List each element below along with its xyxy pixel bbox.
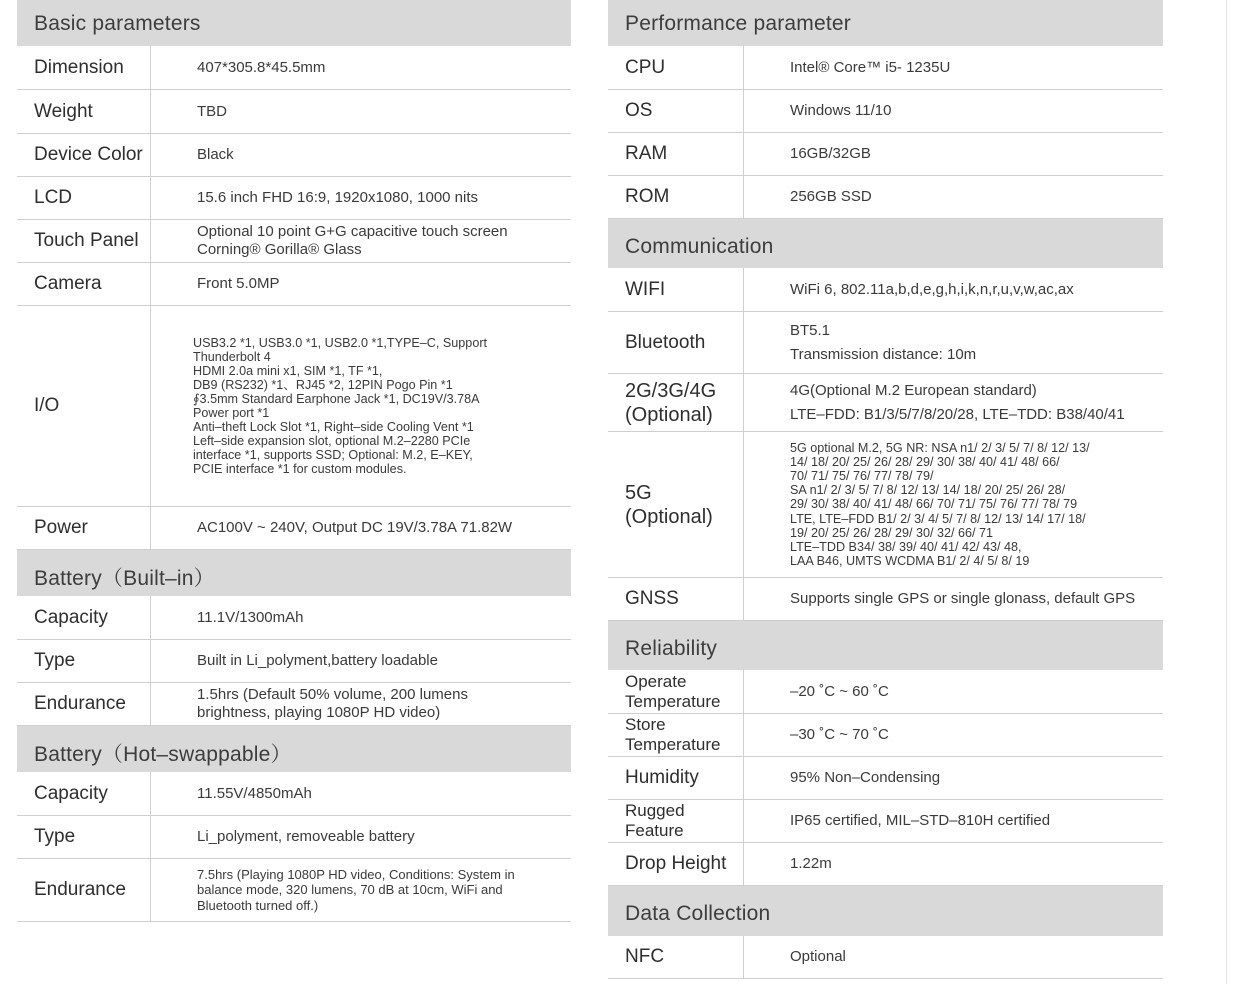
spec-value [744, 312, 1163, 373]
spec-row-operate-temperature [608, 670, 1163, 714]
spec-value-line: 4G(Optional M.2 European standard) [790, 382, 1037, 400]
spec-label-line: (Optional) [625, 505, 713, 528]
spec-value-line: 95% Non–Condensing [790, 769, 941, 786]
spec-row-camera [17, 263, 571, 306]
spec-value-line: HDMI 2.0a mini x1, SIM *1, TF *1, [193, 363, 383, 378]
spec-row-device-color [17, 134, 571, 177]
data-collection-rows [608, 936, 1163, 979]
spec-value-line: LAA B46, UMTS WCDMA B1/ 2/ 4/ 5/ 8/ 19 [790, 553, 1030, 568]
basic-rows [17, 46, 571, 550]
spec-label-line: 5G [625, 481, 652, 504]
spec-value-line: Anti–theft Lock Slot *1, Right–side Cooling Vent *1 [193, 420, 474, 435]
spec-row-i-o [17, 306, 571, 507]
spec-value-line: Built in Li_polyment,battery loadable [197, 652, 438, 669]
spec-label [608, 714, 744, 756]
spec-value [744, 46, 1163, 89]
spec-value-line: ∮3.5mm Standard Earphone Jack *1, DC19V/3.78A [193, 391, 480, 406]
spec-value-line: 15.6 inch FHD 16:9, 1920x1080, 1000 nits [197, 189, 479, 206]
spec-value-line: AC100V ~ 240V, Output DC 19V/3.78A 71.82W [197, 519, 513, 536]
spec-value-line: 11.55V/4850mAh [197, 784, 312, 802]
spec-row-capacity [17, 596, 571, 640]
spec-row-type [17, 816, 571, 859]
spec-label-line: Rugged [625, 801, 685, 821]
spec-label: Camera [17, 263, 151, 305]
spec-value-line: 29/ 30/ 38/ 40/ 41/ 48/ 66/ 70/ 71/ 75/ 76/ 77/ 78/ 79 [790, 497, 1078, 512]
spec-value [151, 46, 571, 89]
spec-value-line: interface *1, supports SSD; Optional: M.2, E–KEY, [193, 448, 473, 463]
spec-row-rom [608, 176, 1163, 219]
performance-rows [608, 46, 1163, 219]
spec-label: NFC [608, 936, 744, 978]
spec-value [744, 714, 1163, 756]
spec-row-cpu [608, 46, 1163, 90]
spec-label: ROM [608, 176, 744, 218]
spec-row-touch-panel [17, 220, 571, 263]
page-edge-divider [1226, 0, 1227, 984]
spec-value [151, 177, 571, 219]
spec-label: Humidity [608, 757, 744, 799]
spec-value-line: Black [197, 146, 234, 163]
spec-label: CPU [608, 46, 744, 89]
spec-value-line: Corning® Gorilla® Glass [197, 241, 362, 258]
spec-value [151, 859, 571, 921]
battery-builtin-rows [17, 596, 571, 726]
spec-row-os [608, 90, 1163, 133]
spec-label: LCD [17, 177, 151, 219]
section-header-basic: Basic parameters [17, 0, 571, 46]
battery-hot-rows [17, 772, 571, 922]
spec-row-bluetooth [608, 312, 1163, 374]
spec-row-rugged-feature [608, 800, 1163, 843]
communication-rows [608, 268, 1163, 621]
spec-value [744, 374, 1163, 431]
spec-label [608, 800, 744, 842]
spec-value-line: Windows 11/10 [790, 102, 892, 119]
spec-value-line: Transmission distance: 10m [790, 345, 977, 363]
spec-row-lcd [17, 177, 571, 220]
spec-value-line: USB3.2 *1, USB3.0 *1, USB2.0 *1,TYPE–C, Support [193, 335, 488, 350]
spec-row-power [17, 507, 571, 550]
spec-value [744, 176, 1163, 218]
spec-row-capacity [17, 772, 571, 816]
spec-label: I/O [17, 306, 151, 506]
spec-row-wifi [608, 268, 1163, 312]
spec-label-line: Operate [625, 671, 687, 691]
spec-value-line: TBD [197, 102, 227, 120]
spec-label: Bluetooth [608, 312, 744, 373]
section-header-reliability: Reliability [608, 621, 1163, 670]
spec-label: Type [17, 640, 151, 682]
spec-value-line: Bluetooth turned off.) [197, 897, 319, 913]
spec-label: GNSS [608, 578, 744, 620]
spec-value-line: Optional [790, 948, 846, 965]
spec-value [151, 263, 571, 305]
section-header-performance: Performance parameter [608, 0, 1163, 46]
spec-label: Device Color [17, 134, 151, 176]
spec-value-line: SA n1/ 2/ 3/ 5/ 7/ 8/ 12/ 13/ 14/ 18/ 20/ 25/ 26/ 28/ [790, 483, 1066, 498]
spec-label: Power [17, 507, 151, 549]
spec-row-dimension [17, 46, 571, 90]
spec-value-line: 11.1V/1300mAh [197, 608, 304, 626]
spec-value [744, 578, 1163, 620]
section-header-battery-builtin: Battery（Built–in） [17, 550, 571, 596]
spec-value [151, 306, 571, 506]
spec-value [744, 670, 1163, 713]
spec-row-type [17, 640, 571, 683]
spec-value-line: Thunderbolt 4 [193, 349, 271, 364]
spec-label: Capacity [17, 596, 151, 639]
spec-label: Type [17, 816, 151, 858]
spec-label-line: (Optional) [625, 403, 713, 426]
spec-value [151, 683, 571, 725]
spec-value-line: 70/ 71/ 75/ 76/ 77/ 78/ 79/ [790, 469, 934, 484]
spec-row-gnss [608, 578, 1163, 621]
spec-value [151, 772, 571, 815]
spec-value [744, 90, 1163, 132]
spec-value-line: 14/ 18/ 20/ 25/ 26/ 28/ 29/ 30/ 38/ 40/ 41/ 48/ 66/ [790, 455, 1060, 470]
spec-value [744, 936, 1163, 978]
spec-label-line: Feature [625, 821, 684, 840]
spec-row-nfc [608, 936, 1163, 979]
spec-value-line: 1.5hrs (Default 50% volume, 200 lumens [197, 686, 468, 703]
spec-value-line: Front 5.0MP [197, 275, 280, 292]
spec-value-line: –30 ˚C ~ 70 ˚C [790, 726, 889, 743]
spec-value-line: 7.5hrs (Playing 1080P HD video, Conditions: System in [197, 866, 515, 882]
spec-value [151, 134, 571, 176]
spec-label-line: Store [625, 715, 666, 735]
spec-row-store-temperature [608, 714, 1163, 757]
spec-value [744, 133, 1163, 175]
spec-row-2g-3g-4g-optional [608, 374, 1163, 432]
spec-label: WIFI [608, 268, 744, 311]
spec-label [608, 670, 744, 713]
spec-value-line: 1.22m [790, 855, 832, 872]
spec-value-line: Intel® Core™ i5- 1235U [790, 58, 951, 76]
spec-label [608, 432, 744, 577]
spec-label: Dimension [17, 46, 151, 89]
spec-row-weight [17, 90, 571, 134]
spec-value-line: PCIE interface *1 for custom modules. [193, 462, 407, 477]
spec-value [151, 640, 571, 682]
section-header-communication: Communication [608, 219, 1163, 268]
spec-value [744, 432, 1163, 577]
spec-value-line: LTE, LTE–FDD B1/ 2/ 3/ 4/ 5/ 7/ 8/ 12/ 13/ 14/ 17/ 18/ [790, 511, 1086, 526]
spec-value-line: 407*305.8*45.5mm [197, 58, 326, 76]
spec-value-line: brightness, playing 1080P HD video) [197, 704, 441, 721]
spec-value-line: –20 ˚C ~ 60 ˚C [790, 682, 889, 700]
spec-row-endurance [17, 683, 571, 726]
spec-value-line: 256GB SSD [790, 188, 872, 205]
spec-label: Touch Panel [17, 220, 151, 262]
right-spec-column [608, 0, 1163, 979]
spec-row-endurance [17, 859, 571, 922]
spec-value-line: 16GB/32GB [790, 145, 871, 162]
spec-label: Endurance [17, 683, 151, 725]
spec-label: OS [608, 90, 744, 132]
spec-row-humidity [608, 757, 1163, 800]
spec-value-line: 19/ 20/ 25/ 26/ 28/ 29/ 30/ 32/ 66/ 71 [790, 525, 994, 540]
spec-row-5g-optional [608, 432, 1163, 578]
spec-value-line: Power port *1 [193, 406, 270, 420]
spec-label [608, 374, 744, 431]
spec-value [151, 816, 571, 858]
spec-label-line: Temperature [625, 735, 721, 754]
spec-label-line: Temperature [625, 691, 721, 711]
spec-value [744, 843, 1163, 885]
spec-label: Endurance [17, 859, 151, 921]
left-spec-column [17, 0, 571, 922]
spec-value [151, 90, 571, 133]
spec-value [151, 596, 571, 639]
spec-value [151, 220, 571, 262]
spec-row-ram [608, 133, 1163, 176]
spec-value-line: IP65 certified, MIL–STD–810H certified [790, 812, 1051, 829]
spec-value-line: Optional 10 point G+G capacitive touch screen [197, 223, 508, 240]
spec-value-line: LTE–TDD B34/ 38/ 39/ 40/ 41/ 42/ 43/ 48, [790, 539, 1022, 554]
spec-value-line: 5G optional M.2, 5G NR: NSA n1/ 2/ 3/ 5/ 7/ 8/ 12/ 13/ [790, 441, 1090, 456]
spec-value-line: DB9 (RS232) *1、RJ45 *2, 12PIN Pogo Pin *1 [193, 377, 453, 392]
spec-row-drop-height [608, 843, 1163, 886]
spec-value [744, 268, 1163, 311]
section-header-data-collection: Data Collection [608, 886, 1163, 936]
spec-value-line: WiFi 6, 802.11a,b,d,e,g,h,i,k,n,r,u,v,w,ac,ax [790, 280, 1074, 298]
spec-value-line: BT5.1 [790, 322, 831, 340]
spec-value-line: LTE–FDD: B1/3/5/7/8/20/28, LTE–TDD: B38/40/41 [790, 405, 1125, 423]
spec-label: Weight [17, 90, 151, 133]
spec-value-line: Li_polyment, removeable battery [197, 828, 415, 845]
spec-value [151, 507, 571, 549]
spec-label: Drop Height [608, 843, 744, 885]
spec-value [744, 757, 1163, 799]
spec-label-line: 2G/3G/4G [625, 379, 717, 402]
section-header-battery-hot: Battery（Hot–swappable） [17, 726, 571, 772]
reliability-rows [608, 670, 1163, 886]
spec-value [744, 800, 1163, 842]
spec-value-line: Supports single GPS or single glonass, default GPS [790, 590, 1136, 607]
spec-label: Capacity [17, 772, 151, 815]
spec-value-line: balance mode, 320 lumens, 70 dB at 10cm, WiFi and [197, 882, 503, 898]
spec-label: RAM [608, 133, 744, 175]
spec-value-line: Left–side expansion slot, optional M.2–2280 PCIe [193, 434, 471, 449]
